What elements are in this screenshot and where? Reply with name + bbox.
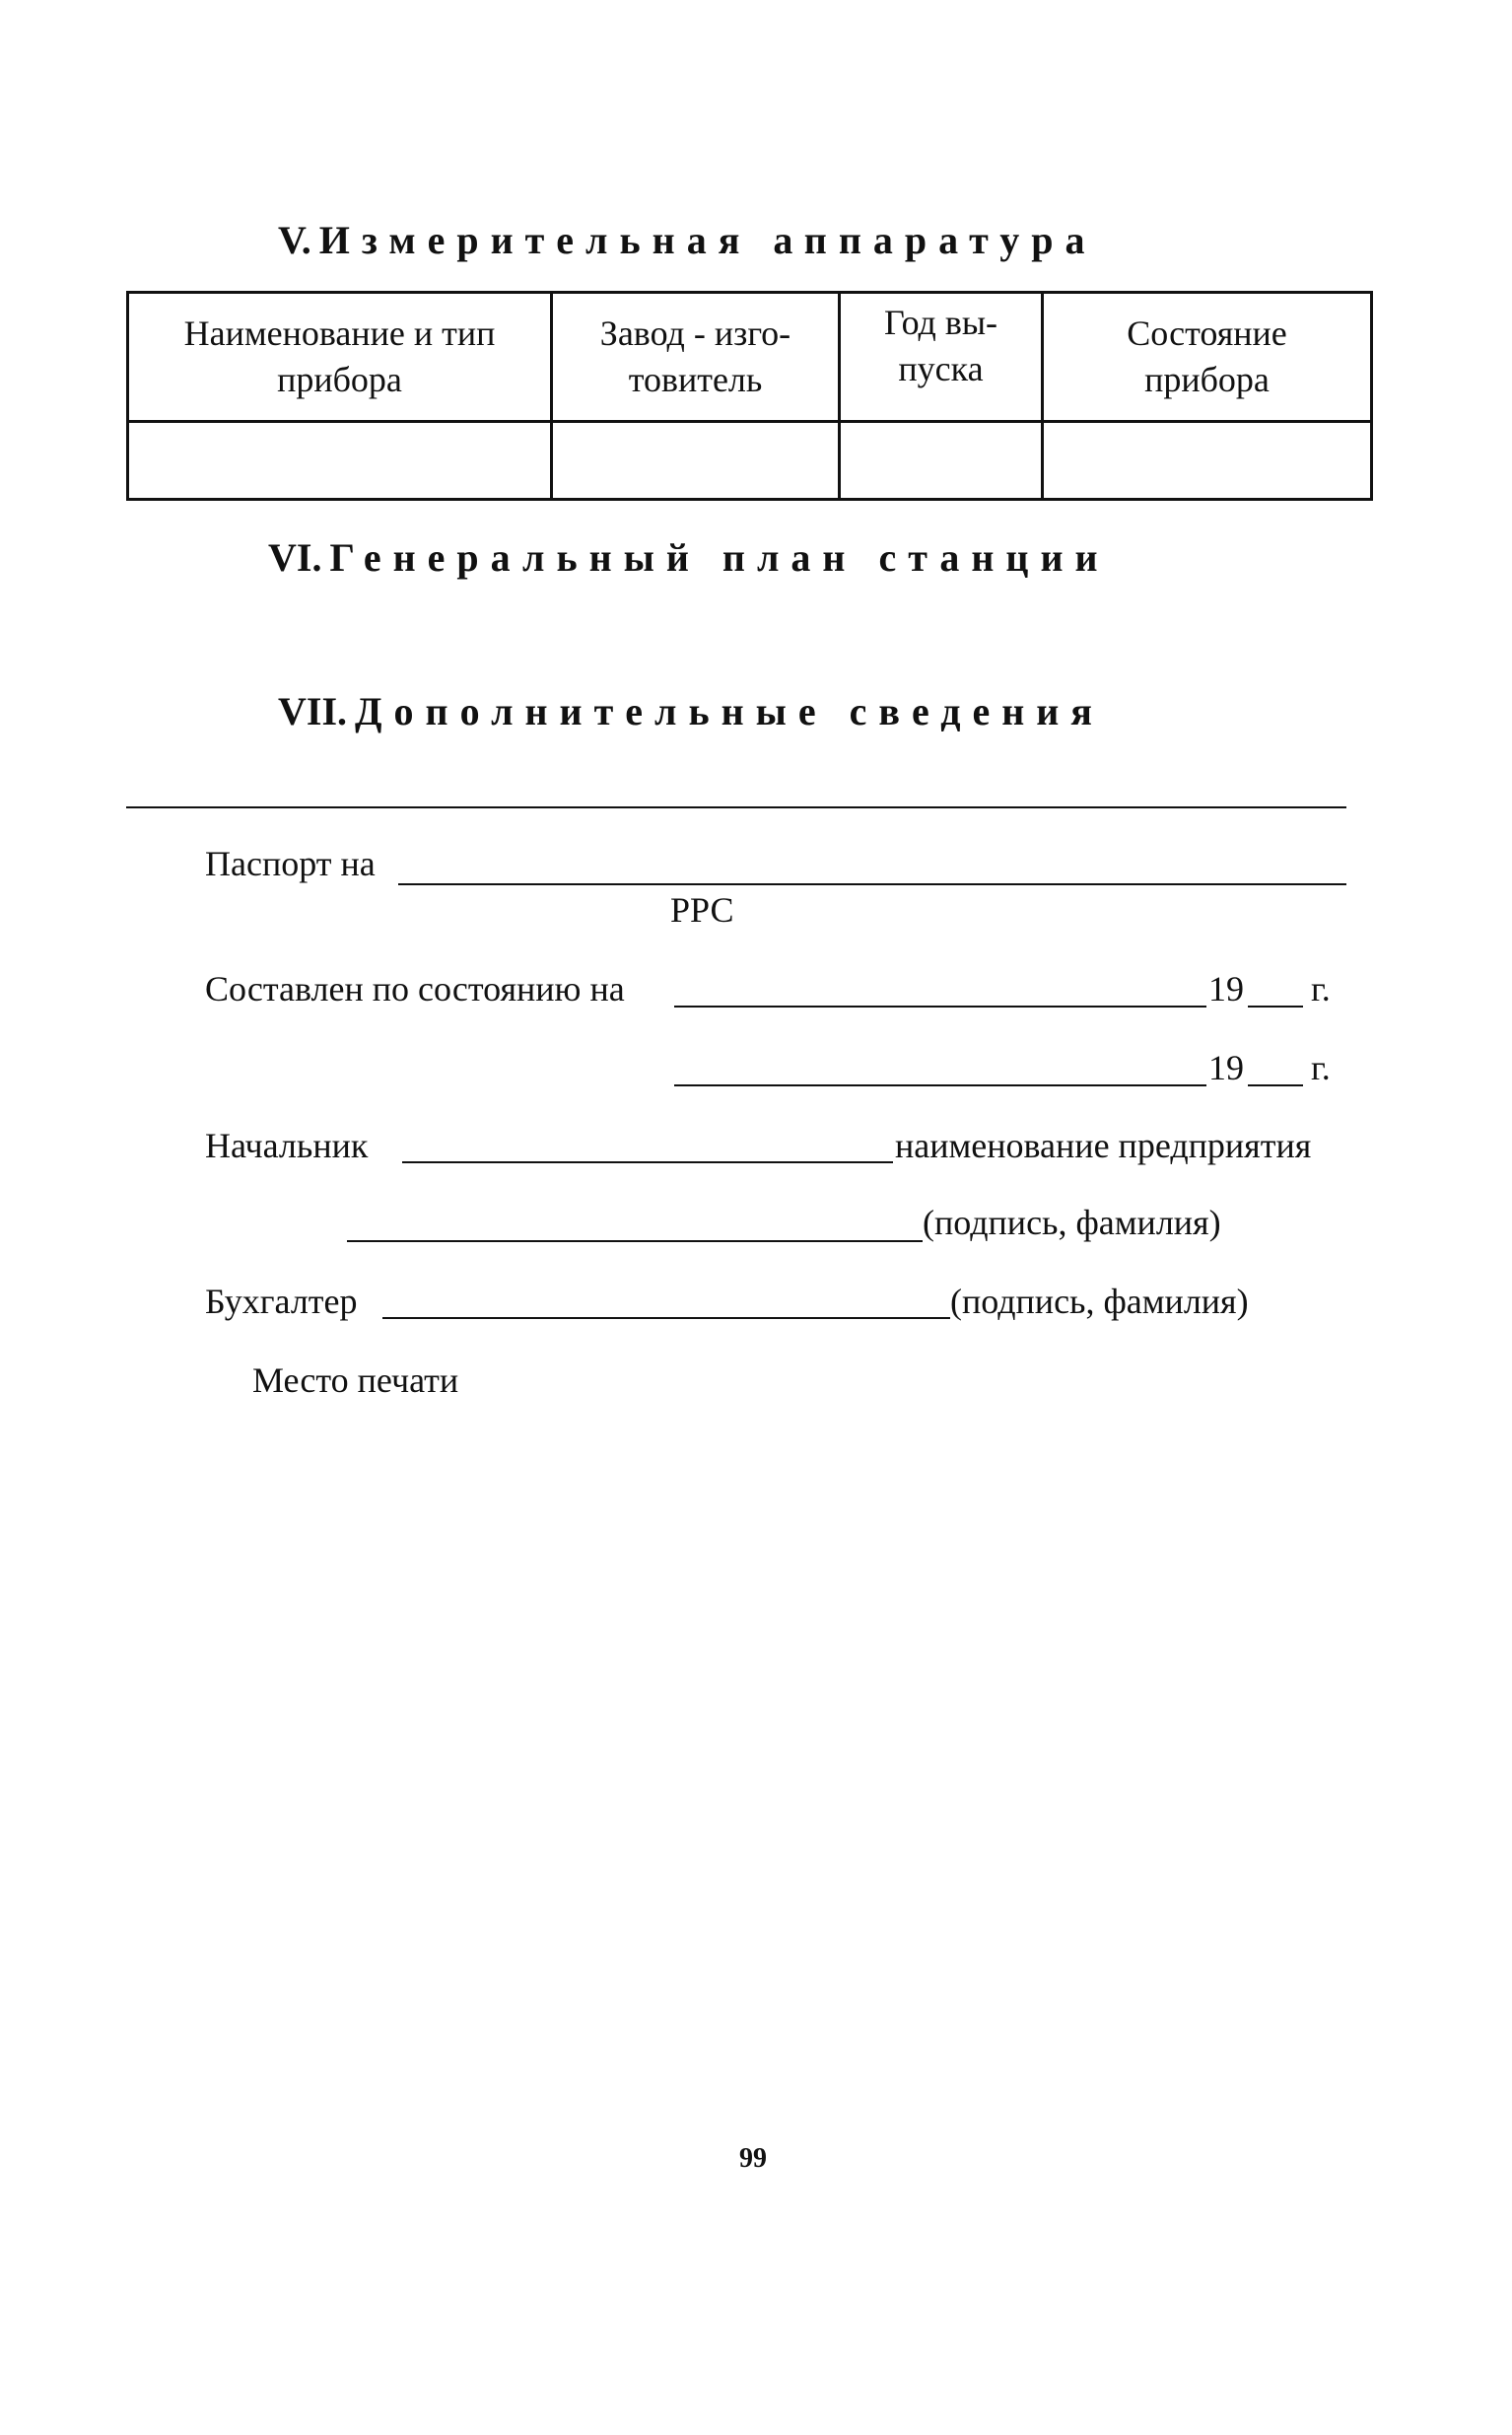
table-cell	[552, 422, 840, 500]
header-manufacturer: Завод - изго- товитель	[552, 293, 840, 422]
second-year-suffix: г.	[1311, 1048, 1331, 1087]
section-7-title: Дополнительные сведения	[355, 689, 1104, 733]
seal-label: Место печати	[252, 1360, 459, 1400]
table-row	[128, 422, 1372, 500]
second-year-prefix: 19	[1208, 1048, 1244, 1087]
signature-caption: (подпись, фамилия)	[923, 1203, 1221, 1242]
additional-info-line	[126, 806, 1346, 808]
chief-caption: наименование предприятия	[895, 1126, 1312, 1165]
accountant-caption: (подпись, фамилия)	[950, 1282, 1249, 1321]
table-cell	[840, 422, 1043, 500]
compiled-year-blank	[1248, 1006, 1303, 1008]
table-cell	[128, 422, 552, 500]
second-year-blank	[1248, 1084, 1303, 1086]
section-7-number: VII.	[278, 689, 348, 733]
header-year: Год вы- пуска	[840, 293, 1043, 422]
compiled-label: Составлен по состоянию на	[205, 969, 625, 1009]
passport-sublabel: РРС	[670, 890, 734, 930]
compiled-year-suffix: г.	[1311, 969, 1331, 1009]
chief-blank	[402, 1161, 893, 1163]
section-5-heading	[278, 218, 1097, 262]
signature-blank	[347, 1240, 923, 1242]
chief-label: Начальник	[205, 1126, 369, 1165]
header-condition: Состояние прибора	[1043, 293, 1372, 422]
section-6-title: Генеральный план станции	[329, 535, 1110, 580]
accountant-label: Бухгалтер	[205, 1282, 358, 1321]
compiled-date-blank	[674, 1006, 1206, 1008]
page-number: 99	[739, 2143, 767, 2174]
table-cell	[1043, 422, 1372, 500]
compiled-year-prefix: 19	[1208, 969, 1244, 1009]
section-5-number: V.	[278, 218, 311, 262]
passport-blank	[398, 883, 1346, 885]
second-date-blank	[674, 1084, 1206, 1086]
accountant-blank	[382, 1317, 950, 1319]
header-name-type: Наименование и тип прибора	[128, 293, 552, 422]
equipment-table	[126, 291, 1373, 501]
section-6-heading	[268, 535, 1110, 580]
table-header-row	[128, 293, 1372, 422]
section-7-heading	[278, 689, 1104, 733]
passport-label: Паспорт на	[205, 844, 376, 883]
section-6-number: VI.	[268, 535, 322, 580]
section-5-title: Измерительная аппаратура	[318, 218, 1097, 262]
